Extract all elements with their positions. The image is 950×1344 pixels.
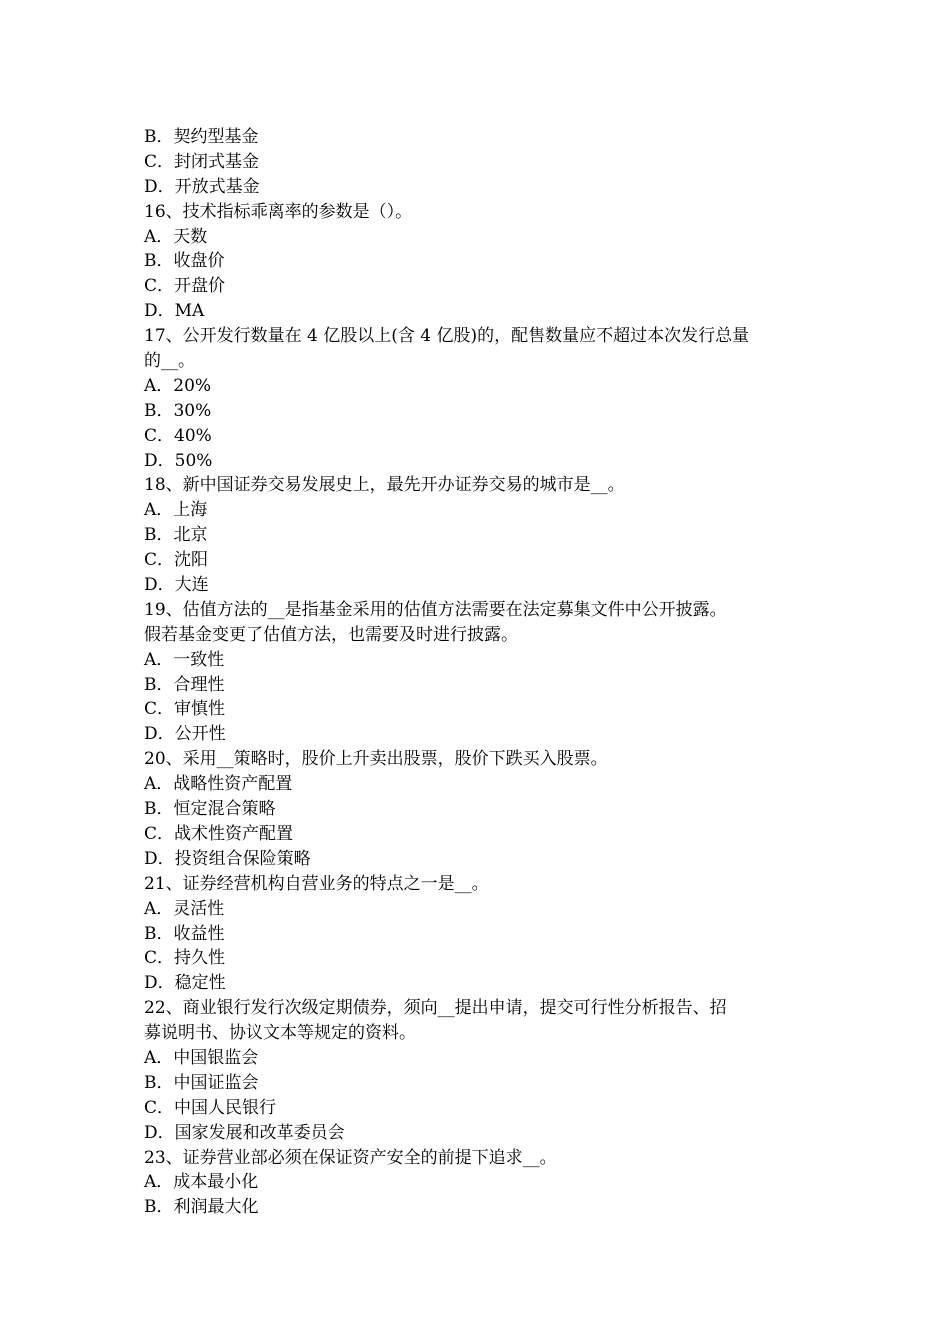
option-line: C．持久性 — [144, 948, 226, 969]
option-line: B．收盘价 — [144, 251, 225, 272]
question-line: 20、采用__策略时，股价上升卖出股票，股价下跌买入股票。 — [144, 749, 608, 770]
document-body — [144, 125, 816, 1220]
option-line: A．天数 — [144, 226, 208, 247]
question-line: 16、技术指标乖离率的参数是（）。 — [144, 201, 413, 222]
option-line: A．一致性 — [144, 649, 225, 670]
option-line: D．国家发展和改革委员会 — [144, 1122, 345, 1143]
option-line: D．公开性 — [144, 724, 226, 745]
question-line: 18、新中国证券交易发展史上，最先开办证券交易的城市是__。 — [144, 475, 625, 496]
option-line: C．沈阳 — [144, 550, 209, 571]
option-line: B．合理性 — [144, 674, 225, 695]
option-line: D．50% — [144, 450, 213, 471]
option-line: B．中国证监会 — [144, 1072, 259, 1093]
option-line: D．稳定性 — [144, 973, 226, 994]
question-line: 21、证券经营机构自营业务的特点之一是__。 — [144, 873, 489, 894]
option-line: D．MA — [144, 301, 205, 322]
text-line: C．封闭式基金 — [144, 151, 260, 172]
option-line: C．40% — [144, 425, 212, 446]
option-line: D．投资组合保险策略 — [144, 848, 311, 869]
option-line: A．成本最小化 — [144, 1172, 259, 1193]
option-line: B．利润最大化 — [144, 1197, 259, 1218]
text-line: B．契约型基金 — [144, 127, 259, 147]
question-line: 22、商业银行发行次级定期债券，须向__提出申请，提交可行性分析报告、招 — [144, 998, 727, 1019]
question-line: 17、公开发行数量在 4 亿股以上(含 4 亿股)的，配售数量应不超过本次发行总量 — [144, 326, 750, 347]
option-line: A．上海 — [144, 500, 208, 521]
text-line: D．开放式基金 — [144, 176, 260, 197]
option-line: C．审慎性 — [144, 699, 226, 720]
option-line: B．收益性 — [144, 923, 225, 944]
option-line: B．北京 — [144, 525, 208, 546]
option-line: A．灵活性 — [144, 898, 225, 919]
question-line: 19、估值方法的__是指基金采用的估值方法需要在法定募集文件中公开披露。 — [144, 599, 727, 620]
option-line: A．战略性资产配置 — [144, 774, 293, 795]
question-line: 的__。 — [144, 351, 195, 372]
question-line: 募说明书、协议文本等规定的资料。 — [144, 1023, 416, 1044]
option-line: C．战术性资产配置 — [144, 823, 294, 844]
option-line: A．中国银监会 — [144, 1047, 259, 1068]
option-line: B．恒定混合策略 — [144, 799, 276, 820]
option-line: C．开盘价 — [144, 276, 226, 297]
option-line: D．大连 — [144, 575, 209, 596]
question-line: 23、证券营业部必须在保证资产安全的前提下追求__。 — [144, 1147, 557, 1168]
option-line: C．中国人民银行 — [144, 1097, 277, 1118]
question-line: 假若基金变更了估值方法，也需要及时进行披露。 — [144, 624, 518, 645]
option-line: A．20% — [144, 375, 212, 396]
option-line: B．30% — [144, 400, 212, 421]
